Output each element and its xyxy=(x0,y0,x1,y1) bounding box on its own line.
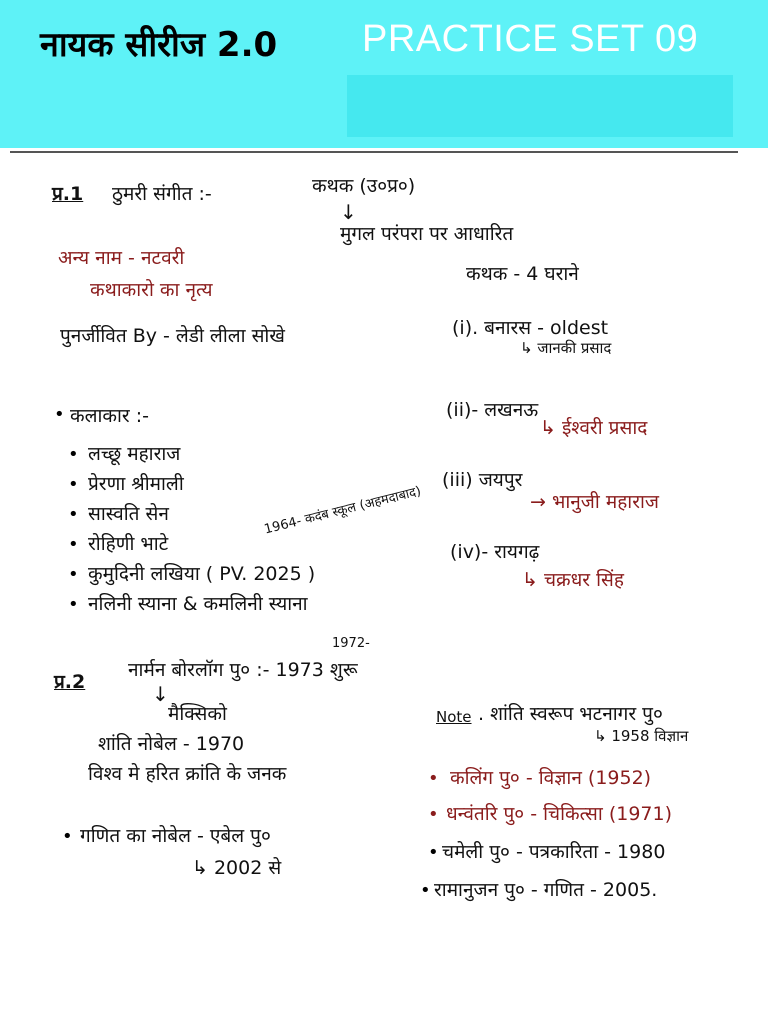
gharane-title: कथक - 4 घराने xyxy=(466,263,579,285)
q1-heading: ठुमरी संगीत :- xyxy=(112,183,212,205)
peace-nobel: शांति नोबेल - 1970 xyxy=(98,733,245,755)
other-name-2: कथाकारो का नृत्य xyxy=(90,279,213,301)
kadamb-school-note: 1964- कदंब स्कूल (अहमदाबाद) xyxy=(262,483,423,538)
kathak-title: कथक (उ०प्र०) xyxy=(312,175,416,197)
abel-prize: गणित का नोबेल - एबेल पु० xyxy=(80,825,271,847)
gharana-banaras: (i). बनारस - oldest xyxy=(452,317,609,339)
ramanujan-award: रामानुजन पु० - गणित - 2005. xyxy=(434,879,658,901)
abel-prize-sub: ↳ 2002 से xyxy=(192,857,282,879)
note-label: Note xyxy=(436,708,472,726)
bullet-icon: • xyxy=(420,880,431,901)
q1-number: प्र.1 xyxy=(52,183,84,205)
bullet-icon: • xyxy=(68,594,79,615)
divider-line xyxy=(10,151,738,153)
kalinga-award: कलिंग पु० - विज्ञान (1952) xyxy=(450,767,652,789)
q2-number: प्र.2 xyxy=(54,671,86,693)
chameli-award: चमेली पु० - पत्रकारिता - 1980 xyxy=(442,841,666,863)
bullet-icon: • xyxy=(62,826,73,847)
artists-title: कलाकार :- xyxy=(70,405,149,427)
practice-set-title: PRACTICE SET 09 xyxy=(362,18,699,60)
artist-item: लच्छू महाराज xyxy=(88,443,181,465)
bhatnagar-award: . शांति स्वरूप भटनागर पु० xyxy=(478,703,663,725)
artist-item: नलिनी स्याना & कमलिनी स्याना xyxy=(88,593,308,615)
mughal-tradition: मुगल परंपरा पर आधारित xyxy=(340,223,514,245)
bullet-icon: • xyxy=(68,564,79,585)
bullet-icon: • xyxy=(68,504,79,525)
gharana-jaipur-artist: → भानुजी महाराज xyxy=(530,491,660,513)
header-banner xyxy=(0,0,768,148)
gharana-raigarh: (iv)- रायगढ़ xyxy=(450,541,540,563)
mexico: मैक्सिको xyxy=(168,703,227,725)
header-blank-box xyxy=(347,75,733,137)
down-arrow-icon: ↓ xyxy=(152,682,169,706)
brand-title: नायक सीरीज 2.0 xyxy=(40,25,278,65)
artist-item: प्रेरणा श्रीमाली xyxy=(88,473,184,495)
bullet-icon: • xyxy=(428,768,439,789)
artist-item: कुमुदिनी लखिया ( PV. 2025 ) xyxy=(88,563,316,585)
other-name: अन्य नाम - नटवरी xyxy=(58,247,185,269)
down-arrow-icon: ↓ xyxy=(340,200,357,224)
bullet-icon: • xyxy=(68,534,79,555)
gharana-lucknow: (ii)- लखनऊ xyxy=(446,399,539,421)
revival-by: पुनर्जीवित By - लेडी लीला सोखे xyxy=(60,325,285,347)
artist-item: सास्वति सेन xyxy=(88,503,169,525)
bullet-icon: • xyxy=(428,842,439,863)
q2-heading: नार्मन बोरलॉग पु० :- 1973 शुरू xyxy=(128,659,358,681)
dhanvantari-award: धन्वंतरि पु० - चिकित्सा (1971) xyxy=(446,803,673,825)
bhatnagar-sub: ↳ 1958 विज्ञान xyxy=(594,727,689,745)
bullet-icon: • xyxy=(68,444,79,465)
bullet-icon: • xyxy=(428,804,439,825)
artist-item: रोहिणी भाटे xyxy=(88,533,169,555)
gharana-banaras-artist: ↳ जानकी प्रसाद xyxy=(520,339,612,357)
bullet-icon: • xyxy=(68,474,79,495)
bullet-icon: • xyxy=(54,404,65,425)
gharana-jaipur: (iii) जयपुर xyxy=(442,469,523,491)
gharana-raigarh-artist: ↳ चक्रधर सिंह xyxy=(522,569,624,591)
gharana-lucknow-artist: ↳ ईश्वरी प्रसाद xyxy=(540,417,648,439)
green-revolution: विश्व मे हरित क्रांति के जनक xyxy=(88,763,287,785)
year-1972: 1972- xyxy=(332,636,370,651)
